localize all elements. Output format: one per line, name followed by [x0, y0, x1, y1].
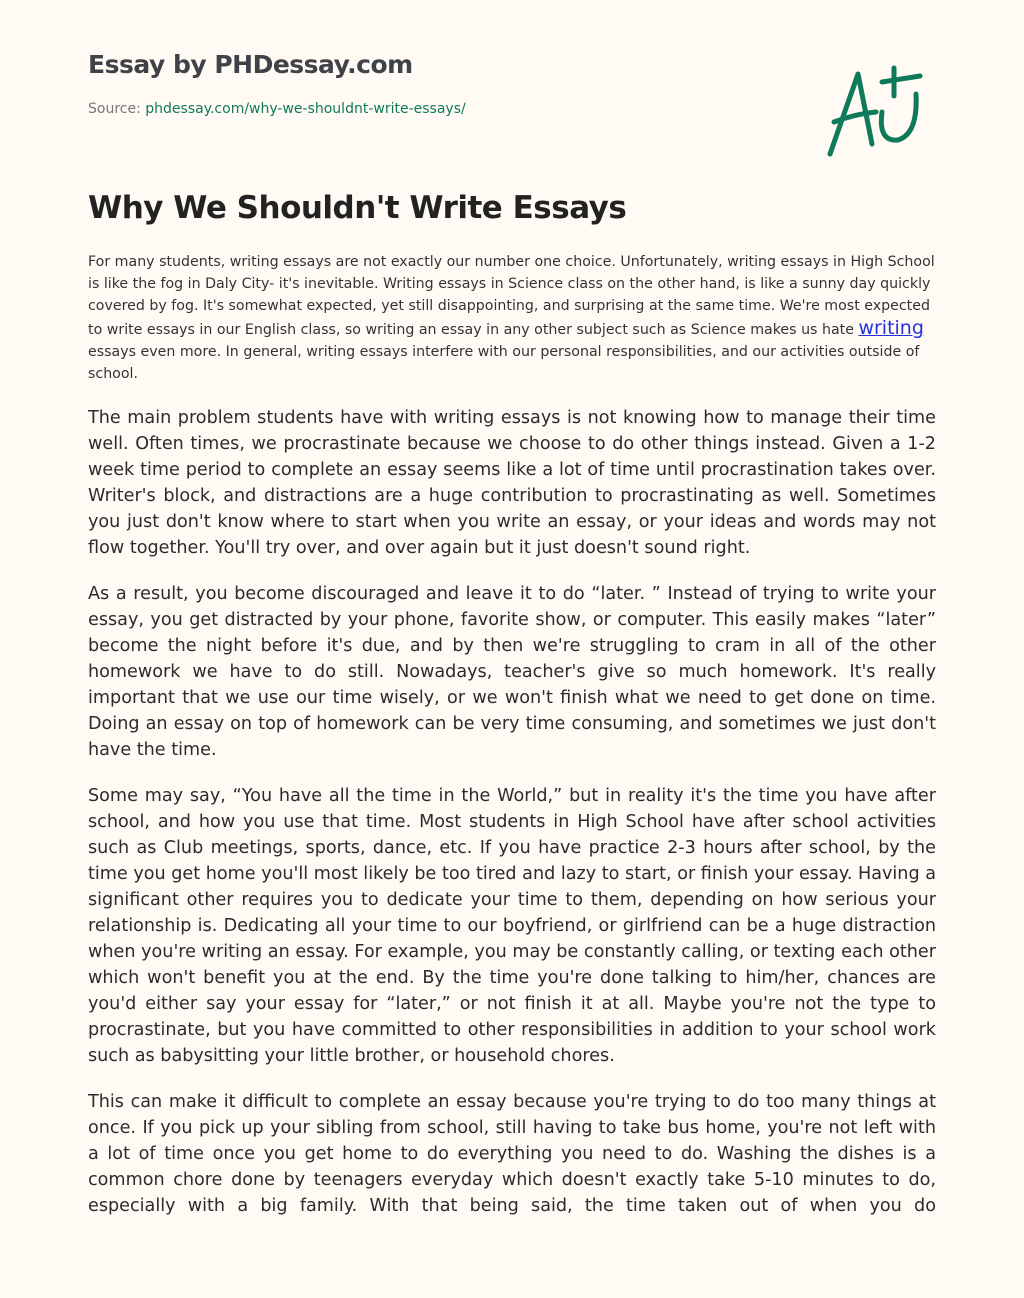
intro-text-end: essays even more. In general, writing essays interfere with our personal responsibilities, and our activities outside of school.	[88, 344, 920, 382]
paragraph: The main problem students have with writing essays is not knowing how to manage their time well. Often times, we procrastinate because we choose to do other things instead. Given a 1-2 week time period to complete an essay seems like a lot of time until procrastination takes over. Writer's block, and distractions are a huge contribution to procrastinating as well. Sometimes you just don't know where to start when you write an essay, or your ideas and words may not flow together. You'll try over, and over again but it just doesn't sound right.	[88, 408, 936, 558]
paragraph: Some may say, “You have all the time in the World,” but in reality it's the time you have after school, and how you use that time. Most students in High School have after school activities such as Club meetings, sports, dance, etc. If you have practice 2-3 hours after school, by the time you get home you'll most likely be too tired and lazy to start, or finish your essay. Having a significant other requires you to dedicate your time to them, depending on how serious your relationship is. Dedicating all your time to our boyfriend, or girlfriend can be a huge distraction when you're writing an essay. For example, you may be constantly calling, or texting each other which won't benefit you at the end. By the time you're done talking to him/her, chances are you'd either say your essay for “later,” or not finish it at all. Maybe you're not the type to procrastinate, but you have committed to other responsibilities in addition to your school work such as babysitting your little brother, or household chores.	[88, 786, 937, 1066]
intro-paragraph	[88, 251, 936, 385]
paragraph: As a result, you become discouraged and leave it to do “later. ” Instead of trying to write your essay, you get distracted by your phone, favorite show, or computer. This easily makes “later” become the night before it's due, and by then we're struggling to cram in all of the other homework we have to do still. Nowadays, teacher's give so much homework. It's really important that we use our time wisely, or we won't finish what we need to get done on time. Doing an essay on top of homework can be very time consuming, and sometimes we just don't have the time.	[88, 584, 936, 760]
source-line	[88, 101, 466, 117]
writing-link[interactable]: writing	[858, 317, 924, 339]
a-plus-logo-icon	[820, 62, 930, 162]
source-label: Source:	[88, 101, 146, 117]
site-title: Essay by PHDessay.com	[88, 50, 413, 79]
intro-text: For many students, writing essays are not exactly our number one choice. Unfortunately, writing essays in High School is like the fog in Daly City- it's inevitable. Writing essays in Science class on the other hand, is like a sunny day quickly covered by fog. It's somewhat expected, yet still disappointing, and surprising at the same time. We're most expected to write essays in our English class, so writing an essay in any other subject such as Science makes us hate	[88, 254, 935, 338]
source-link[interactable]: phdessay.com/why-we-shouldnt-write-essays/	[145, 101, 466, 117]
essay-body	[88, 251, 936, 1239]
essay-title: Why We Shouldn't Write Essays	[88, 190, 627, 226]
paragraph: This can make it difficult to complete an essay because you're trying to do too many things at once. If you pick up your sibling from school, still having to take bus home, you're not left with a lot of time once you get home to do everything you need to do. Washing the dishes is a common chore done by teenagers everyday which doesn't exactly take 5-10 minutes to do, especially with a big family. With that being said, the time taken out of when you do	[88, 1092, 936, 1216]
